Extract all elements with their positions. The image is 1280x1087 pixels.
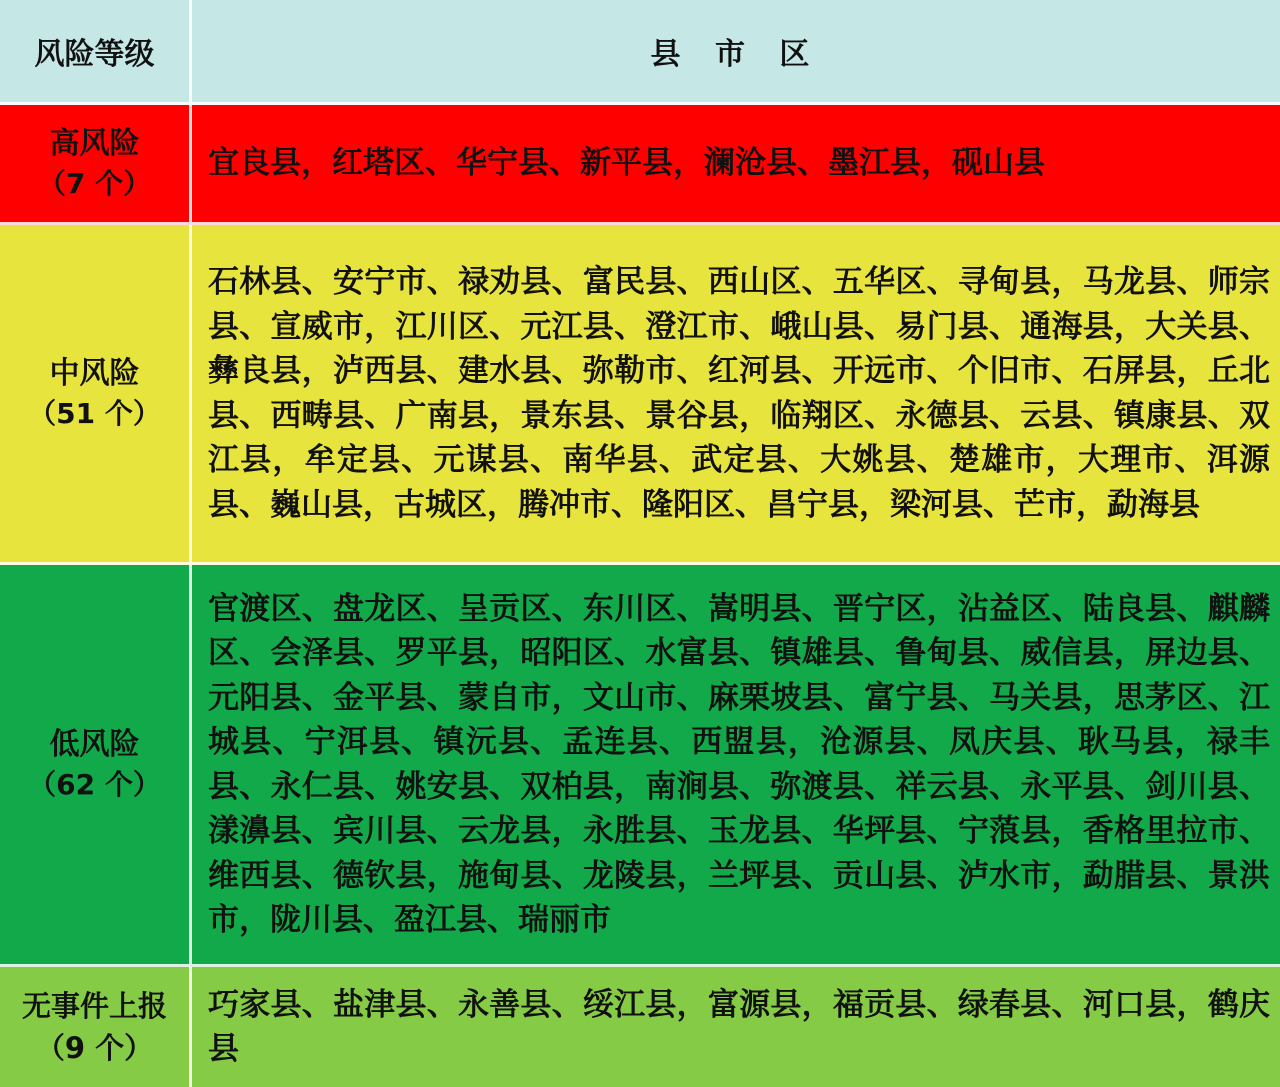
high-risk-count: （7 个） — [37, 166, 152, 200]
header-level-label: 风险等级 — [34, 37, 155, 72]
low-risk-level-cell — [0, 565, 192, 967]
header-level-cell — [0, 0, 192, 105]
medium-risk-level-cell — [0, 225, 192, 565]
no-incident-count: （9 个） — [35, 1031, 154, 1065]
no-incident-areas-cell — [192, 967, 1280, 1087]
low-risk-areas: 官渡区、盘龙区、呈贡区、东川区、嵩明县、晋宁区，沾益区、陆良县、麒麟区、会泽县、罗平县，昭阳区、水富县、镇雄县、鲁甸县、威信县，屏边县、元阳县、金平县、蒙自市，文山市、麻栗坡县、富宁县、马关县，思茅区、江城县、宁洱县、镇沅县、孟连县、西盟县，沧源县、凤庆县、耿马县，禄丰县、永仁县、姚安县、双柏县，南涧县、弥渡县、祥云县、永平县、剑川县、漾濞县、宾川县、云龙县，永胜县、玉龙县、华坪县、宁蒗县，香格里拉市、维西县、德钦县，施甸县、龙陵县，兰坪县、贡山县、泸水市，勐腊县、景洪市，陇川县、盈江县、瑞丽市 — [208, 590, 1270, 938]
low-risk-areas-cell — [192, 565, 1280, 967]
high-risk-label: 高风险 — [49, 125, 140, 161]
medium-risk-areas-cell — [192, 225, 1280, 565]
medium-risk-areas: 石林县、安宁市、禄劝县、富民县、西山区、五华区、寻甸县，马龙县、师宗县、宣威市，江川区、元江县、澄江市、峨山县、易门县、通海县，大关县、彝良县，泸西县、建水县、弥勒市、红河县、开远市、个旧市、石屏县，丘北县、西畴县、广南县，景东县、景谷县，临翔区、永德县、云县、镇康县、双江县，牟定县、元谋县、南华县、武定县、大姚县、楚雄市，大理市、洱源县、巍山县，古城区，腾冲市、隆阳区、昌宁县，梁河县、芒市，勐海县 — [208, 264, 1270, 523]
no-incident-label-text: 无事件上报 — [21, 989, 167, 1023]
high-risk-level-cell — [0, 105, 192, 225]
medium-risk-label: 中风险 — [49, 355, 140, 391]
no-incident-label — [0, 985, 189, 1069]
low-risk-count: （62 个） — [28, 767, 161, 801]
header-area-label: 县 市 区 — [650, 37, 822, 72]
high-risk-areas: 宜良县，红塔区、华宁县、新平县，澜沧县、墨江县，砚山县 — [208, 145, 1045, 182]
header-area-cell — [192, 0, 1280, 105]
high-risk-areas-cell — [192, 105, 1280, 225]
no-incident-areas: 巧家县、盐津县、永善县、绥江县，富源县，福贡县、绿春县、河口县，鹤庆县 — [208, 986, 1270, 1067]
no-incident-level-cell — [0, 967, 192, 1087]
medium-risk-count: （51 个） — [28, 396, 161, 430]
low-risk-label: 低风险 — [49, 726, 140, 762]
